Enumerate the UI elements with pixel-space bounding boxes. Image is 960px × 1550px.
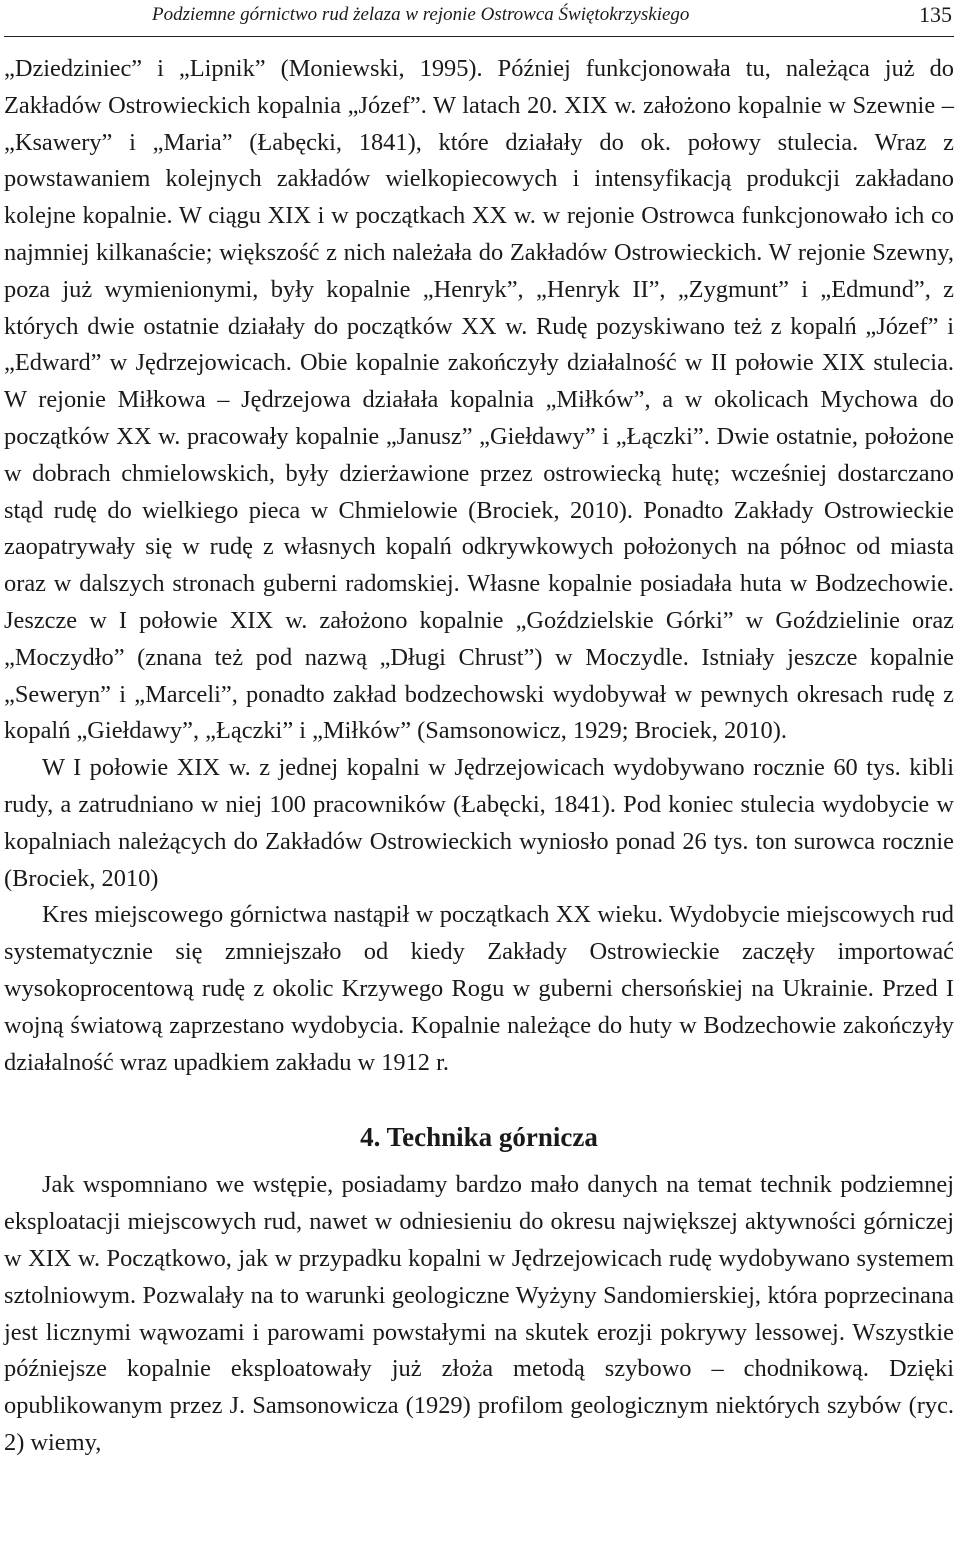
page-number: 135 <box>919 2 952 27</box>
document-page <box>4 0 954 1462</box>
paragraph-end-of-mining: Kres miejscowego górnictwa nastąpił w początkach XX wieku. Wydobycie miejscowych rud systematycznie się zmniejszało od kiedy Zakłady Ostrowieckie zaczęły importować wysokoprocentową rudę z okolic Krzywego Rogu w guberni chersońskiej na Ukrainie. Przed I wojną światową zaprzestano wydobycia. Kopalnie należące do huty w Bodzechowie zakończyły działalność wraz upadkiem zakładu w 1912 r. <box>4 901 954 1076</box>
paragraph-mining-technique: Jak wspomniano we wstępie, posiadamy bardzo mało danych na temat technik podziemnej eksploatacji miejscowych rud, nawet w odniesieniu do okresu największej aktywności górniczej w XIX w. Początkowo, jak w przypadku kopalni w Jędrzejowicach rudę wydobywano systemem sztolniowym. Pozwalały na to warunki geologiczne Wyżyny Sandomierskiej, która poprzecinana jest licznymi wąwozami i parowami powstałymi na skutek erozji pokrywy lessowej. Wszystkie późniejsze kopalnie eksploatowały już złoża metodą szybowo – chodnikową. Dzięki opublikowanym przez J. Samsonowicza (1929) profilom geologicznym niektórych szybów (ryc. 2) wiemy, <box>4 1171 954 1456</box>
running-header <box>4 0 954 37</box>
running-title: Podziemne górnictwo rud żelaza w rejonie Ostrowca Świętokrzyskiego <box>152 4 690 25</box>
paragraph-mines-history: „Dziedziniec” i „Lipnik” (Moniewski, 1995). Później funkcjonowała tu, należąca już do Zakładów Ostrowieckich kopalnia „Józef”. W latach 20. XIX w. założono kopalnie w Szewnie – „Ksawery” i „Maria” (Łabęcki, 1841), które działały do ok. połowy stulecia. Wraz z powstawaniem kolejnych zakładów wielkopiecowych i intensyfikacją produkcji zakładano kolejne kopalnie. W ciągu XIX i w początkach XX w. w rejonie Ostrowca funkcjonowało ich co najmniej kilkanaście; większość z nich należała do Zakładów Ostrowieckich. W rejonie Szewny, poza już wymienionymi, były kopalnie „Henryk”, „Henryk II”, „Zygmunt” i „Edmund”, z których dwie ostatnie działały do początków XX w. Rudę pozyskiwano też z kopalń „Józef” i „Edward” w Jędrzejowicach. Obie kopalnie zakończyły działalność w II połowie XIX stulecia. W rejonie Miłkowa – Jędrzejowa działała kopalnia „Miłków”, a w okolicach Mychowa do początków XX w. pracowały kopalnie „Janusz” „Giełdawy” i „Łączki”. Dwie ostatnie, położone w dobrach chmielowskich, były dzierżawione przez ostrowiecką hutę; wcześniej dostarczano stąd rudę do wielkiego pieca w Chmielowie (Brociek, 2010). Ponadto Zakłady Ostrowieckie zaopatrywały się w rudę z własnych kopalń odkrywkowych położonych na północ od miasta oraz w dalszych stronach guberni radomskiej. Własne kopalnie posiadała huta w Bodzechowie. Jeszcze w I połowie XIX w. założono kopalnie „Goździelskie Górki” w Goździelinie oraz „Moczydło” (znana też pod nazwą „Długi Chrust”) w Moczydle. Istniały jeszcze kopalnie „Seweryn” i „Marceli”, ponadto zakład bodzechowski wydobywał w pewnych okresach rudę z kopalń „Giełdawy”, „Łączki” i „Miłków” (Samsonowicz, 1929; Brociek, 2010). <box>4 55 954 745</box>
body-text <box>4 51 954 1462</box>
paragraph-production: W I połowie XIX w. z jednej kopalni w Jędrzejowicach wydobywano rocznie 60 tys. kibli rudy, a zatrudniano w niej 100 pracowników (Łabęcki, 1841). Pod koniec stulecia wydobycie w kopalniach należących do Zakładów Ostrowieckich wyniosło ponad 26 tys. ton surowca rocznie (Brociek, 2010) <box>4 754 954 892</box>
section-heading: 4. Technika górnicza <box>360 1122 598 1153</box>
